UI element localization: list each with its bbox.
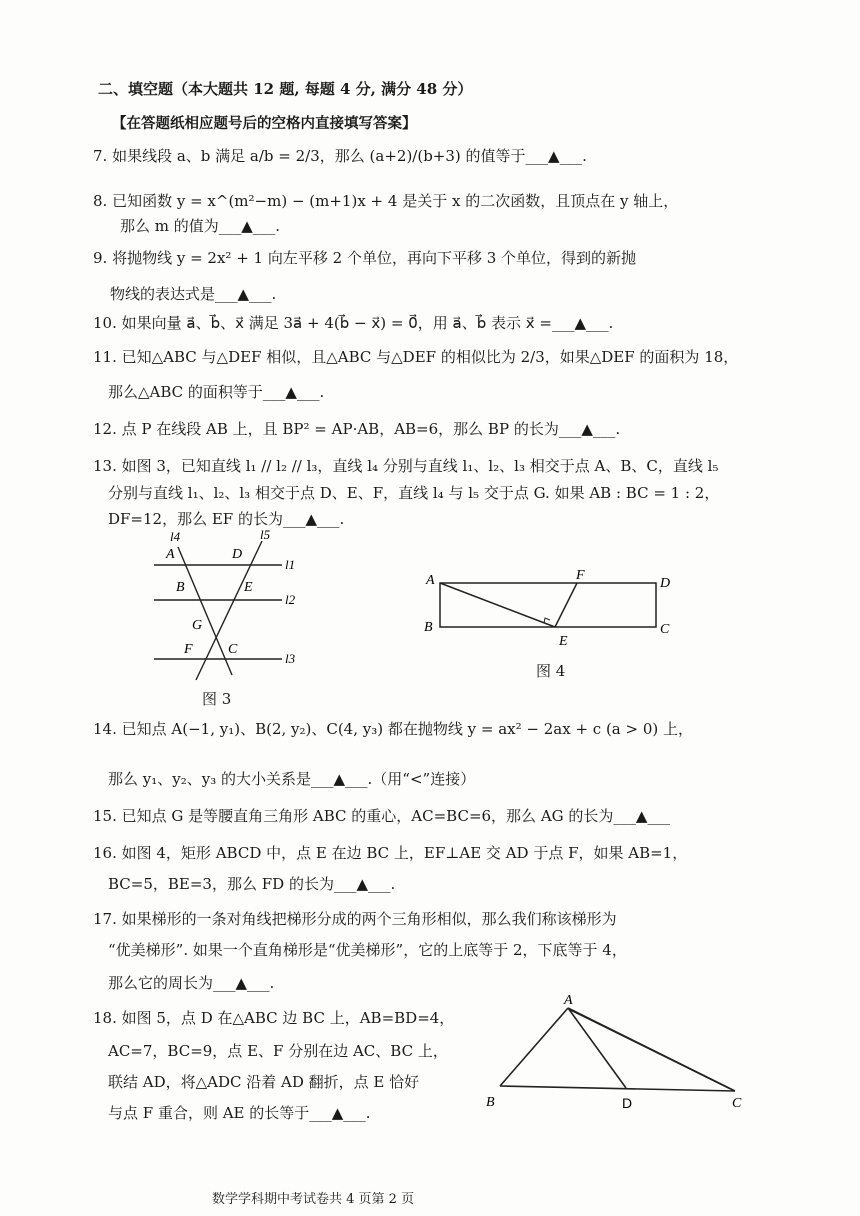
fig4-label-B: B: [424, 620, 433, 635]
fig3-label-l1: l1: [285, 557, 296, 572]
section-note: 【在答题纸相应题号后的空格内直接填写答案】: [112, 115, 417, 132]
question-11-line-1: 11. 已知△ABC 与△DEF 相似，且△ABC 与△DEF 的相似比为 2/3，如果△DEF 的面积为 18，: [93, 348, 739, 366]
fig4-label-C: C: [660, 622, 670, 637]
fig4-caption: 图 4: [536, 662, 566, 680]
fig3-label-D: D: [232, 547, 243, 562]
fig3-label-C: C: [228, 642, 238, 657]
fig3-label-l5: l5: [260, 527, 271, 542]
fig4-label-D: D: [660, 576, 671, 591]
question-9-line-1: 9. 将抛物线 y = 2x² + 1 向左平移 2 个单位，再向下平移 3 个单位，得到的新抛: [93, 249, 637, 267]
fig4-label-A: A: [426, 573, 435, 588]
fig3-label-l3: l3: [285, 651, 296, 666]
figure-3: [140, 525, 310, 705]
question-14-line-2: 那么 y₁、y₂、y₃ 的大小关系是___▲___.（用“<”连接）: [108, 770, 476, 788]
section-title: 二、填空题（本大题共 12 题, 每题 4 分, 满分 48 分）: [98, 80, 473, 98]
question-17-line-3: 那么它的周长为___▲___.: [108, 974, 275, 992]
question-16-line-2: BC=5，BE=3，那么 FD 的长为___▲___.: [108, 875, 396, 893]
fig4-label-E: E: [559, 634, 568, 649]
fig3-label-l2: l2: [285, 592, 296, 607]
figure-5: [480, 990, 760, 1115]
question-17-line-2: “优美梯形”. 如果一个直角梯形是“优美梯形”，它的上底等于 2，下底等于 4，: [108, 941, 627, 959]
question-17-line-1: 17. 如果梯形的一条对角线把梯形分成的两个三角形相似，那么我们称该梯形为: [93, 910, 617, 928]
page-footer: 数学学科期中考试卷共 4 页第 2 页: [212, 1192, 415, 1207]
question-18-line-4: 与点 F 重合，则 AE 的长等于___▲___.: [108, 1104, 371, 1122]
question-10: 10. 如果向量 a⃗、b⃗、x⃗ 满足 3a⃗ + 4(b⃗ − x⃗) = 0⃗，用 a⃗、b⃗ 表示 x⃗ =___▲___.: [93, 314, 614, 332]
question-18-line-2: AC=7，BC=9，点 E、F 分别在边 AC、BC 上，: [108, 1042, 448, 1060]
fig4-label-F: F: [576, 568, 585, 583]
fig5-label-B: B: [486, 1095, 495, 1110]
fig5-label-C: C: [732, 1096, 742, 1111]
fig3-label-B: B: [176, 580, 185, 595]
question-14-line-1: 14. 已知点 A(−1, y₁)、B(2, y₂)、C(4, y₃) 都在抛物线 y = ax² − 2ax + c (a > 0) 上，: [93, 720, 694, 738]
question-13-line-3: DF=12，那么 EF 的长为___▲___.: [108, 510, 345, 528]
question-12: 12. 点 P 在线段 AB 上，且 BP² = AP·AB，AB=6，那么 BP 的长为___▲___.: [93, 420, 621, 438]
question-13-line-1: 13. 如图 3，已知直线 l₁ // l₂ // l₃，直线 l₄ 分别与直线 l₁、l₂、l₃ 相交于点 A、B、C，直线 l₅: [93, 457, 719, 475]
question-15: 15. 已知点 G 是等腰直角三角形 ABC 的重心，AC=BC=6，那么 AG 的长为___▲___: [93, 807, 670, 825]
question-13-line-2: 分别与直线 l₁、l₂、l₃ 相交于点 D、E、F，直线 l₄ 与 l₅ 交于点 G. 如果 AB : BC = 1 : 2，: [108, 484, 720, 502]
question-9-line-2: 物线的表达式是___▲___.: [110, 285, 277, 303]
question-16-line-1: 16. 如图 4，矩形 ABCD 中，点 E 在边 BC 上，EF⊥AE 交 AD 于点 F，如果 AB=1，: [93, 844, 688, 862]
question-18-line-3: 联结 AD，将△ADC 沿着 AD 翻折，点 E 恰好: [108, 1073, 420, 1091]
question-18-line-1: 18. 如图 5，点 D 在△ABC 边 BC 上，AB=BD=4，: [93, 1009, 455, 1027]
question-8-line-2: 那么 m 的值为___▲___.: [120, 217, 281, 235]
fig3-label-l4: l4: [170, 529, 181, 544]
fig5-label-D: D: [622, 1095, 633, 1111]
fig3-label-G: G: [192, 618, 203, 633]
fig5-label-A: A: [564, 993, 573, 1008]
question-7: 7. 如果线段 a、b 满足 a/b = 2/3，那么 (a+2)/(b+3) 的值等于___▲___.: [93, 147, 587, 165]
question-8-line-1: 8. 已知函数 y = x^(m²−m) − (m+1)x + 4 是关于 x 的二次函数，且顶点在 y 轴上，: [93, 192, 679, 210]
figure-4: [420, 565, 690, 655]
fig3-label-F: F: [184, 642, 193, 657]
question-11-line-2: 那么△ABC 的面积等于___▲___.: [108, 383, 325, 401]
fig3-caption: 图 3: [202, 690, 232, 708]
fig3-label-E: E: [244, 580, 253, 595]
fig3-label-A: A: [166, 547, 175, 562]
